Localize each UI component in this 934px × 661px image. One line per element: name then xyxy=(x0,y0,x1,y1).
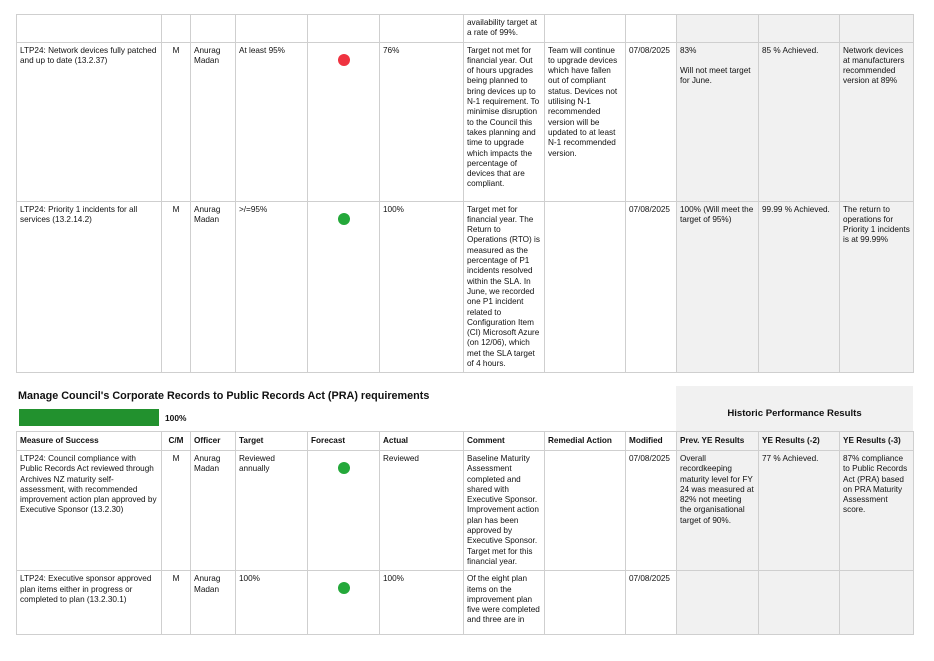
measure-cell xyxy=(17,15,162,43)
prev-ye-value: 83% xyxy=(680,45,697,55)
ye2-cell: 99.99 % Achieved. xyxy=(759,201,840,373)
table-row xyxy=(17,42,914,201)
ye3-cell: Network devices at manufacturers recommended version at 89% xyxy=(840,42,914,201)
cm-cell: M xyxy=(162,451,191,571)
historic-results-header xyxy=(676,386,913,432)
forecast-cell xyxy=(308,571,380,635)
forecast-cell xyxy=(308,42,380,201)
progress-bar-fill xyxy=(19,409,159,426)
forecast-green-status-icon xyxy=(338,213,350,225)
modified-cell: 07/08/2025 xyxy=(626,201,677,373)
cm-cell: M xyxy=(162,201,191,373)
measure-cell: LTP24: Executive sponsor approved plan items either in progress or completed to plan (13.2.30.1) xyxy=(17,571,162,635)
remedial-cell: Team will continue to upgrade devices which have fallen out of compliant status. Devices not utilising N-1 recommended version will be updated to at least N-1 recommended version. xyxy=(545,42,626,201)
historic-results-title: Historic Performance Results xyxy=(727,407,862,419)
ye2-cell xyxy=(759,15,840,43)
ye3-cell: The return to operations for Priority 1 incidents is at 99.99% xyxy=(840,201,914,373)
officer-cell: Anurag Madan xyxy=(191,451,236,571)
table-header-row xyxy=(17,432,914,451)
target-cell xyxy=(236,15,308,43)
forecast-cell xyxy=(308,15,380,43)
ye2-cell xyxy=(759,571,840,635)
actual-cell: 100% xyxy=(380,201,464,373)
remedial-cell xyxy=(545,15,626,43)
header-comment: Comment xyxy=(464,432,545,451)
prev-ye-note: Will not meet target for June. xyxy=(680,65,751,86)
section-title: Manage Council's Corporate Records to Public Records Act (PRA) requirements xyxy=(18,390,430,402)
cm-cell xyxy=(162,15,191,43)
header-ye2: YE Results (-2) xyxy=(759,432,840,451)
officer-cell: Anurag Madan xyxy=(191,42,236,201)
ye3-cell: 87% compliance to Public Records Act (PRA) based on PRA Maturity Assessment score. xyxy=(840,451,914,571)
header-ye3: YE Results (-3) xyxy=(840,432,914,451)
prev-ye-cell: Overall recordkeeping maturity level for FY 24 was measured at 82% not meeting the organisational target of 90%. xyxy=(677,451,759,571)
header-cm: C/M xyxy=(162,432,191,451)
progress-bar xyxy=(19,409,159,426)
forecast-green-status-icon xyxy=(338,582,350,594)
header-prev-ye: Prev. YE Results xyxy=(677,432,759,451)
progress-label: 100% xyxy=(165,413,187,423)
performance-table-bottom xyxy=(16,431,914,635)
measure-cell: LTP24: Council compliance with Public Records Act reviewed through Archives NZ maturity self-assessment, with recommended improvement action plan approved by Executive Sponsor (13.2.30) xyxy=(17,451,162,571)
target-cell: Reviewed annually xyxy=(236,451,308,571)
ye2-cell: 77 % Achieved. xyxy=(759,451,840,571)
modified-cell: 07/08/2025 xyxy=(626,42,677,201)
header-actual: Actual xyxy=(380,432,464,451)
actual-cell: 76% xyxy=(380,42,464,201)
forecast-green-status-icon xyxy=(338,462,350,474)
comment-cell: Of the eight plan items on the improvement plan five were completed and three are in xyxy=(464,571,545,635)
officer-cell xyxy=(191,15,236,43)
actual-cell xyxy=(380,15,464,43)
cm-cell: M xyxy=(162,571,191,635)
table-row xyxy=(17,571,914,635)
header-target: Target xyxy=(236,432,308,451)
forecast-cell xyxy=(308,201,380,373)
prev-ye-cell xyxy=(677,15,759,43)
ye2-cell: 85 % Achieved. xyxy=(759,42,840,201)
target-cell: 100% xyxy=(236,571,308,635)
comment-cell: Baseline Maturity Assessment completed and shared with Executive Sponsor. Improvement action plan has been approved by Executive Sponsor. Target met for this financial year. xyxy=(464,451,545,571)
forecast-red-status-icon xyxy=(338,54,350,66)
comment-cell: Target met for financial year. The Return to Operations (RTO) is measured as the percentage of P1 incidents resolved within the SLA. In June, we recorded one P1 incident related to Configuration Item (CI) Microsoft Azure (on 12/06), which met the SLA target of 4 hours. xyxy=(464,201,545,373)
comment-cell: Target not met for financial year. Out of hours upgrades being planned to bring devices up to N-1 requirement. To minimise disruption to the Council this takes planning and time to upgrade which impacts the percentage of devices that are compliant. xyxy=(464,42,545,201)
actual-cell: 100% xyxy=(380,571,464,635)
measure-cell: LTP24: Priority 1 incidents for all services (13.2.14.2) xyxy=(17,201,162,373)
target-cell: >/=95% xyxy=(236,201,308,373)
actual-cell: Reviewed xyxy=(380,451,464,571)
header-measure: Measure of Success xyxy=(17,432,162,451)
ye3-cell xyxy=(840,15,914,43)
table-row xyxy=(17,451,914,571)
prev-ye-cell xyxy=(677,42,759,201)
table-row xyxy=(17,15,914,43)
header-modified: Modified xyxy=(626,432,677,451)
table-row xyxy=(17,201,914,373)
prev-ye-cell xyxy=(677,571,759,635)
officer-cell: Anurag Madan xyxy=(191,201,236,373)
remedial-cell xyxy=(545,451,626,571)
cm-cell: M xyxy=(162,42,191,201)
header-officer: Officer xyxy=(191,432,236,451)
header-remedial: Remedial Action xyxy=(545,432,626,451)
modified-cell: 07/08/2025 xyxy=(626,451,677,571)
remedial-cell xyxy=(545,201,626,373)
performance-table-top xyxy=(16,14,914,373)
measure-cell: LTP24: Network devices fully patched and up to date (13.2.37) xyxy=(17,42,162,201)
remedial-cell xyxy=(545,571,626,635)
modified-cell xyxy=(626,15,677,43)
prev-ye-cell: 100% (Will meet the target of 95%) xyxy=(677,201,759,373)
officer-cell: Anurag Madan xyxy=(191,571,236,635)
forecast-cell xyxy=(308,451,380,571)
modified-cell: 07/08/2025 xyxy=(626,571,677,635)
header-forecast: Forecast xyxy=(308,432,380,451)
comment-cell: availability target at a rate of 99%. xyxy=(464,15,545,43)
ye3-cell xyxy=(840,571,914,635)
target-cell: At least 95% xyxy=(236,42,308,201)
